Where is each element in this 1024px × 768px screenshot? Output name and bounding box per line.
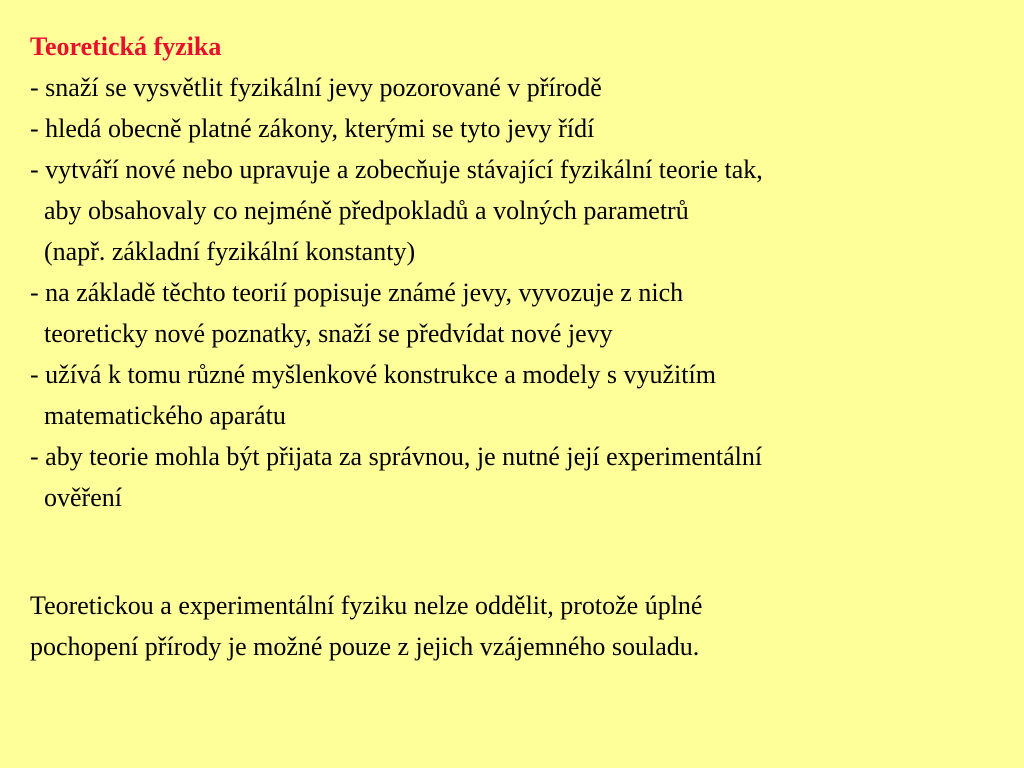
slide-content <box>30 26 1005 518</box>
bullet-item <box>30 149 1005 272</box>
summary-paragraph <box>30 585 1005 667</box>
bullet-line: - na základě těchto teorií popisuje známé jevy, vyvozuje z nich <box>30 278 684 307</box>
summary-line: pochopení přírody je možné pouze z jejich vzájemného souladu. <box>30 632 700 661</box>
bullet-continuation-line: (např. základní fyzikální konstanty) <box>44 237 416 266</box>
bullet-item <box>30 354 1005 436</box>
summary-line: Teoretickou a experimentální fyziku nelze oddělit, protože úplné <box>30 591 703 620</box>
bullet-line: - aby teorie mohla být přijata za správnou, je nutné její experimentální <box>30 442 763 471</box>
bullet-continuation-line: ověření <box>44 483 122 512</box>
bullet-continuation-line: aby obsahovaly co nejméně předpokladů a volných parametrů <box>44 196 689 225</box>
slide-title: Teoretická fyzika <box>30 32 222 61</box>
bullet-continuation-line: teoreticky nové poznatky, snaží se předvídat nové jevy <box>44 319 613 348</box>
bullet-line: - vytváří nové nebo upravuje a zobecňuje stávající fyzikální teorie tak, <box>30 155 763 184</box>
bullet-item <box>30 108 1005 149</box>
bullet-line: - užívá k tomu různé myšlenkové konstrukce a modely s využitím <box>30 360 716 389</box>
bullet-item <box>30 67 1005 108</box>
bullet-line: - hledá obecně platné zákony, kterými se tyto jevy řídí <box>30 114 595 143</box>
bullet-item <box>30 436 1005 518</box>
bullet-item <box>30 272 1005 354</box>
bullet-line: - snaží se vysvětlit fyzikální jevy pozorované v přírodě <box>30 73 602 102</box>
bullet-continuation-line: matematického aparátu <box>44 401 286 430</box>
